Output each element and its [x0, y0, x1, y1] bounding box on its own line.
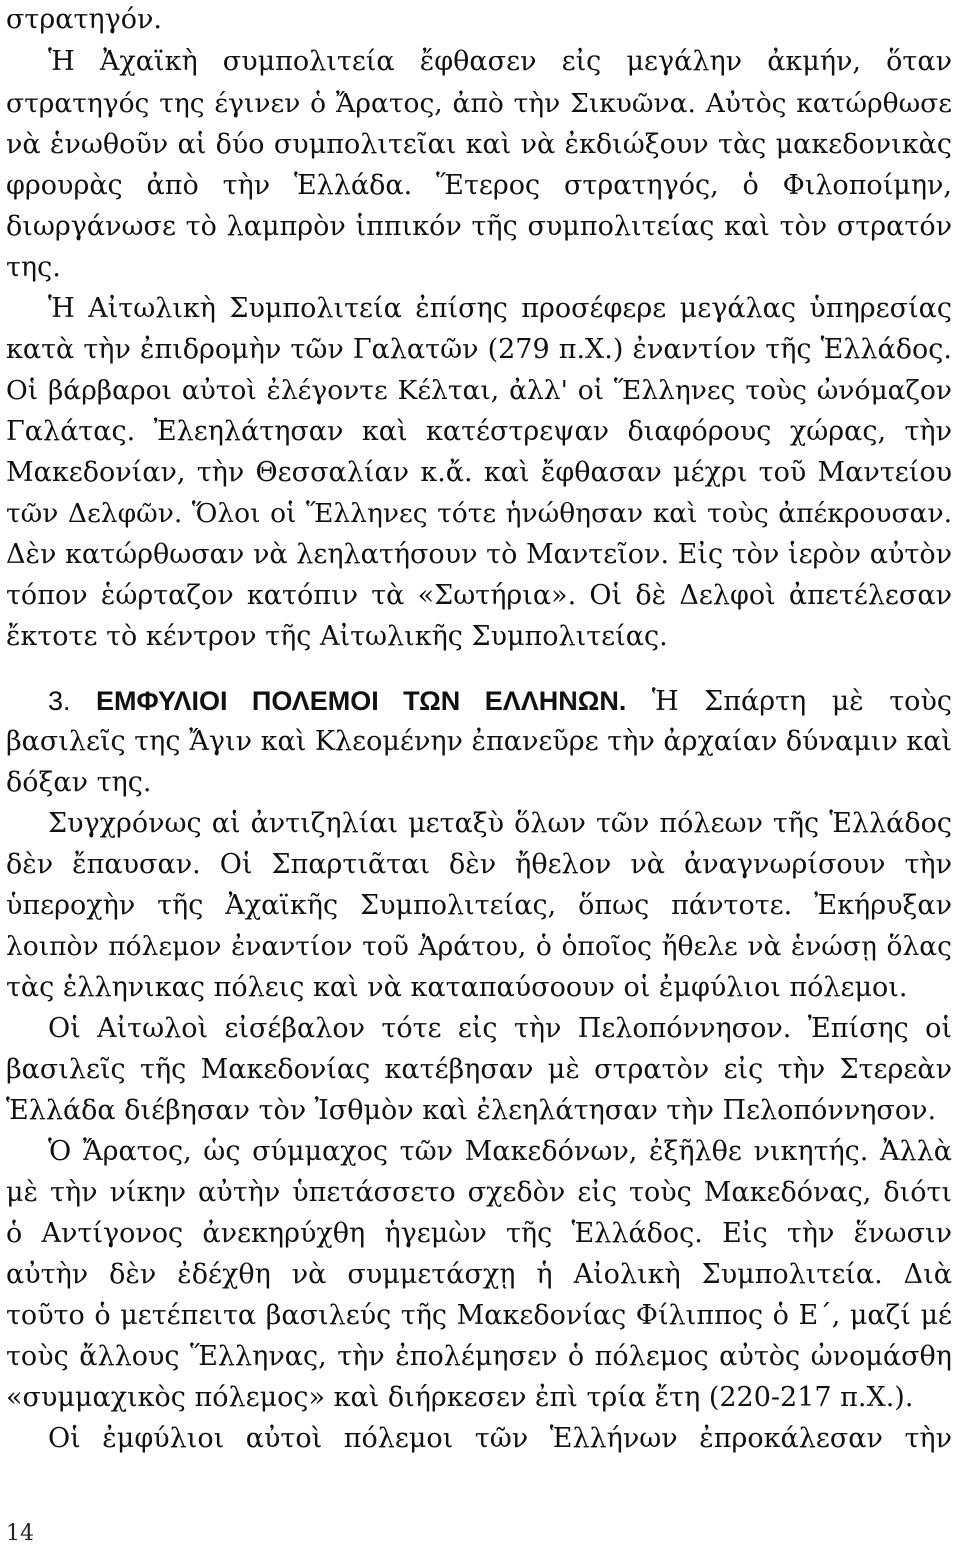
text-line: Ἑλλάδα διέβησαν τὸν Ἰσθμὸν καὶ ἐλεηλάτησαν τὴν Πελοπόννησον. — [6, 1095, 937, 1126]
text-line: Δὲν κατώρθωσαν νὰ λεηλατήσουν τὸ Μαντεῖον. Εἰς τὸν ἱερὸν αὐτὸν — [6, 539, 952, 570]
section-number: 3. — [48, 686, 71, 716]
text-line: Οἱ βάρβαροι αὐτοὶ ἐλέγοντε Κέλται, ἀλλ' οἱ Ἕλληνες τοὺς ὠνόμαζον — [6, 375, 952, 406]
text-span: Ἡ Σπάρτη μὲ τοὺς — [651, 686, 952, 717]
text-line: βασιλεῖς της Ἄγιν καὶ Κλεομένην ἐπανεῦρε τὴν ἀρχαίαν δύναμιν καὶ — [6, 726, 953, 757]
text-line: διωργάνωσε τὸ λαμπρὸν ἱππικόν τῆς συμπολιτείας καὶ τὸν στρατόν — [6, 211, 952, 242]
text-line: τοὺς ἄλλους Ἕλληνας, τὴν ἐπολέμησεν ὁ πόλεμος αὐτὸς ὠνομάσθη — [6, 1341, 952, 1372]
text-line: τόπον ἑώρταζον κατόπιν τὰ «Σωτήρια». Οἱ δὲ Δελφοὶ ἀπετέλεσαν — [6, 580, 952, 611]
text-line: φρουρὰς ἀπὸ τὴν Ἑλλάδα. Ἕτερος στρατηγός, ὁ Φιλοποίμην, — [6, 170, 952, 201]
text-line: ὁ Αντίγονος ἀνεκηρύχθη ἡγεμὼν τῆς Ἑλλάδος. Εἰς τὴν ἕνωσιν — [6, 1218, 952, 1249]
text-line: της. — [6, 252, 61, 283]
text-line: βασιλεῖς τῆς Μακεδονίας κατέβησαν μὲ στρατὸν εἰς τὴν Στερεὰν — [6, 1054, 952, 1085]
text-line: Οἱ ἐμφύλιοι αὐτοὶ πόλεμοι τῶν Ἑλλήνων ἐπροκάλεσαν τὴν — [48, 1423, 952, 1454]
text-line: Ἡ Ἀχαϊκὴ συμπολιτεία ἔφθασεν εἰς μεγάλην ἀκμήν, ὅταν — [48, 46, 952, 77]
text-line: τοῦτο ὁ μετέπειτα βασιλεύς τῆς Μακεδονίας Φίλιππος ὁ Ε΄, μαζί μέ — [6, 1300, 952, 1331]
text-line: Οἱ Αἰτωλοὶ εἰσέβαλον τότε εἰς τὴν Πελοπόννησον. Ἐπίσης οἱ — [48, 1013, 952, 1044]
section-heading-line — [6, 683, 952, 720]
text-line: στρατηγός της έγινεν ὁ Ἄρατος, ἀπὸ τὴν Σικυῶνα. Αὐτὸς κατώρθωσε — [6, 88, 952, 119]
text-line: κατὰ τὴν ἐπιδρομὴν τῶν Γαλατῶν (279 π.Χ.) ἐναντίον τῆς Ἑλλάδος. — [6, 334, 952, 365]
section-title: ΕΜΦΥΛΙΟΙ ΠΟΛΕΜΟΙ ΤΩΝ ΕΛΛΗΝΩΝ. — [96, 686, 627, 716]
text-line: Μακεδονίαν, τὴν Θεσσαλίαν κ.ἄ. καὶ ἔφθασαν μέχρι τοῦ Μαντείου — [6, 457, 952, 488]
page-number: 14 — [6, 1521, 34, 1546]
text-line: ἔκτοτε τὸ κέντρον τῆς Αἰτωλικῆς Συμπολιτείας. — [6, 621, 668, 652]
text-line: ὑπεροχὴν τῆς Ἀχαϊκῆς Συμπολιτείας, ὅπως πάντοτε. Ἐκήρυξαν — [6, 890, 952, 921]
text-line: τὰς ἑλληνικας πόλεις καὶ νὰ καταπαύσοουν οἱ ἐμφύλιοι πόλεμοι. — [6, 972, 908, 1003]
text-line: Γαλάτας. Ἐλεηλάτησαν καὶ κατέστρεψαν διαφόρους χώρας, τὴν — [6, 416, 952, 447]
text-line: «συμμαχικὸς πόλεμος» καὶ διήρκεσεν ἐπὶ τρία ἔτη (220-217 π.Χ.). — [6, 1382, 914, 1413]
text-line: αὐτὴν δὲν ἐδέχθη νὰ συμμετάσχῃ ἡ Αἰολικὴ Συμπολιτεία. Διὰ — [6, 1259, 952, 1290]
text-line: δὲν ἔπαυσαν. Οἱ Σπαρτιᾶται δὲν ἤθελον νὰ ἀναγνωρίσουν τὴν — [6, 849, 952, 880]
text-line: νὰ ἑνωθοῦν αἱ δύο συμπολιτεῖαι καὶ νὰ ἐκδιώξουν τὰς μακεδονικὰς — [6, 129, 952, 160]
text-line: λοιπὸν πόλεμον ἐναντίον τοῦ Ἀράτου, ὁ ὁποῖος ἤθελε νὰ ἑνώσῃ ὅλας — [6, 931, 952, 962]
text-line: δόξαν της. — [6, 767, 152, 798]
text-line: Ἡ Αἰτωλικὴ Συμπολιτεία ἐπίσης προσέφερε μεγάλας ὑπηρεσίας — [48, 293, 952, 324]
text-line: Συγχρόνως αἱ ἀντιζηλίαι μεταξὺ ὅλων τῶν πόλεων τῆς Ἑλλάδος — [48, 808, 952, 839]
text-line: στρατηγόν. — [6, 4, 162, 35]
text-line: Ὁ Ἄρατος, ὡς σύμμαχος τῶν Μακεδόνων, ἐξῆλθε νικητής. Ἀλλὰ — [48, 1136, 952, 1167]
text-line: μὲ τὴν νίκην αὐτὴν ὑπετάσσετο σχεδὸν εἰς τοὺς Μακεδόνας, διότι — [6, 1177, 952, 1208]
text-line: τῶν Δελφῶν. Ὅλοι οἱ Ἕλληνες τότε ἡνώθησαν καὶ τοὺς ἀπέκρουσαν. — [6, 498, 952, 529]
